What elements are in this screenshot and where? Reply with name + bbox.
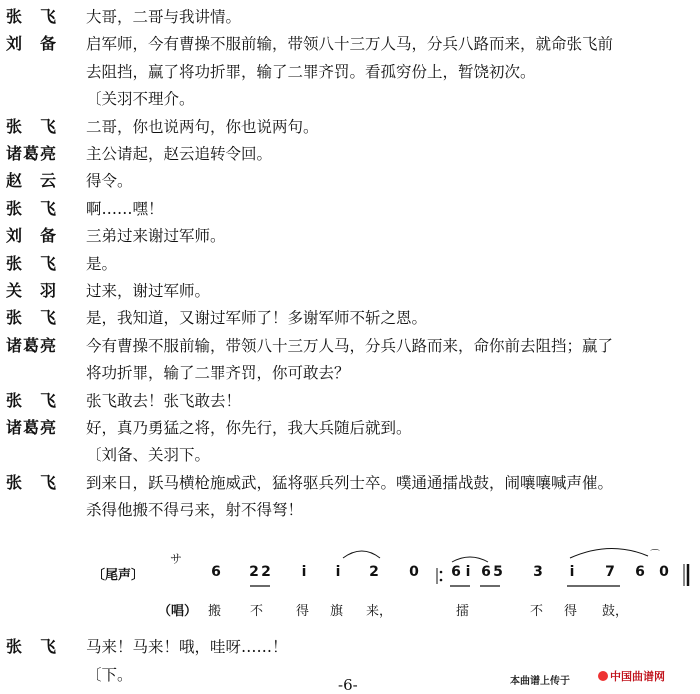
site-logo: [598, 668, 665, 684]
dialogue-text: 二哥，你也说两句，你也说两句。: [86, 117, 319, 136]
dialogue-text: 三弟过来谢过军师。: [86, 227, 226, 246]
speaker-name: 刘 备: [6, 34, 58, 54]
script-line: [0, 634, 700, 660]
dialogue-text: 将功折罪，输了二罪齐罚，你可敢去？: [86, 364, 350, 383]
dialogue-text: 得令。: [86, 172, 133, 191]
dialogue-text: 好，真乃勇猛之将，你先行，我大兵随后就到。: [86, 419, 412, 437]
speaker-name: 张 飞: [6, 253, 58, 273]
score-note: 2: [369, 564, 379, 580]
svg-text:⌒: ⌒: [650, 550, 660, 561]
dialogue-text: 〔刘备、关羽下。: [86, 446, 211, 465]
music-score: [0, 538, 700, 628]
score-note: 6: [451, 564, 461, 580]
speaker-name: 张 飞: [6, 198, 58, 218]
speaker-name: 张 飞: [6, 116, 58, 136]
dialogue-text: 到来日，跃马横枪施威武，猛将驱兵列士卒。噗通通擂战鼓，闹嚷嚷喊声催。: [86, 473, 614, 492]
dialogue-text: 过来，谢过军师。: [86, 282, 211, 300]
score-note: 2: [249, 564, 259, 580]
score-note: i: [569, 564, 575, 580]
score-note: 6: [481, 564, 491, 580]
speaker-name: 赵 云: [6, 171, 58, 191]
script-line: [0, 168, 700, 194]
lyric-syllable: 得: [296, 604, 310, 619]
speaker-name: 张 飞: [6, 390, 58, 410]
lyric-syllable: 鼓，: [602, 604, 629, 619]
dialogue-text: 大哥，二哥与我讲情。: [86, 8, 242, 26]
tempo-mark: サ: [170, 552, 183, 566]
speaker-name: 刘 备: [6, 226, 58, 246]
script-line: [0, 4, 700, 30]
dialogue-text: 去阻挡，赢了将功折罪，输了二罪齐罚。看孤穷份上，暂饶初次。: [86, 62, 536, 81]
speaker-name: 诸葛亮: [6, 418, 58, 437]
speaker-name: 张 飞: [6, 472, 58, 492]
score-tag: 〔尾声〕: [92, 568, 145, 583]
score-note: 3: [533, 564, 543, 580]
script-line: [0, 305, 700, 331]
speaker-name: 张 飞: [6, 308, 58, 328]
script-line: [0, 415, 700, 441]
dialogue-text: 啊……嘿！: [86, 199, 164, 218]
lyric-syllable: 不: [530, 604, 544, 619]
lyric-syllable: 旗: [330, 604, 344, 619]
script-line: [0, 388, 700, 414]
site-name: 中国曲谱网: [610, 670, 665, 683]
lyric-syllable: 来，: [366, 604, 393, 619]
script-line: [0, 333, 700, 359]
script-line: [0, 86, 700, 112]
speaker-name: 诸葛亮: [6, 144, 58, 163]
lyric-syllable: 擂: [456, 604, 470, 619]
lyric-syllable: 得: [564, 604, 578, 619]
script-line: [0, 196, 700, 222]
speaker-name: 张 飞: [6, 637, 58, 656]
script-line: [0, 278, 700, 304]
dialogue-text: 杀得他搬不得弓来，射不得弩！: [86, 501, 304, 520]
dialogue-text: 张飞敢去！张飞敢去！: [86, 391, 242, 410]
dialogue-text: 是。: [86, 254, 118, 273]
score-note: i: [335, 564, 341, 580]
score-markings: [0, 538, 700, 628]
score-note: 2: [261, 564, 271, 580]
script-line: [0, 31, 700, 57]
dialogue-text: 是，我知道，又谢过军师了！多谢军师不斩之恩。: [86, 309, 428, 328]
score-note: 5: [493, 564, 503, 580]
script-line: [0, 470, 700, 496]
script-line: [0, 141, 700, 167]
dialogue-text: 今有曹操不服前输，带领八十三万人马，分兵八路而来，命你前去阻挡；赢了: [86, 336, 614, 355]
script-line: [0, 497, 700, 523]
dialogue-text: 〔下。: [86, 666, 133, 684]
script-line: [0, 360, 700, 386]
script-line: [0, 114, 700, 140]
script-line: [0, 59, 700, 85]
singer-mark: （唱）: [158, 604, 198, 619]
dialogue-text: 马来！马来！哦，哇呀……！: [86, 638, 288, 656]
page-number: -6-: [338, 676, 358, 694]
score-note: 7: [605, 564, 615, 580]
lyric-syllable: 不: [250, 604, 264, 619]
script-line: [0, 442, 700, 468]
script-line: [0, 223, 700, 249]
score-note: i: [465, 564, 471, 580]
speaker-name: 张 飞: [6, 7, 58, 26]
script-line: [0, 251, 700, 277]
dialogue-text: 主公请起，赵云追转令回。: [86, 145, 273, 163]
score-note: i: [301, 564, 307, 580]
score-note: 6: [635, 564, 645, 580]
score-note: 6: [211, 564, 221, 580]
lyric-syllable: 搬: [208, 604, 222, 619]
score-note: 0: [409, 564, 419, 580]
speaker-name: 关 羽: [6, 281, 58, 300]
logo-icon: [598, 671, 608, 681]
dialogue-text: 启军师，今有曹操不服前输，带领八十三万人马，分兵八路而来，就命张飞前: [86, 35, 614, 54]
upload-note: 本曲谱上传于: [510, 676, 570, 687]
dialogue-text: 〔关羽不理介。: [86, 90, 195, 109]
score-note: 0: [659, 564, 669, 580]
speaker-name: 诸葛亮: [6, 335, 58, 355]
